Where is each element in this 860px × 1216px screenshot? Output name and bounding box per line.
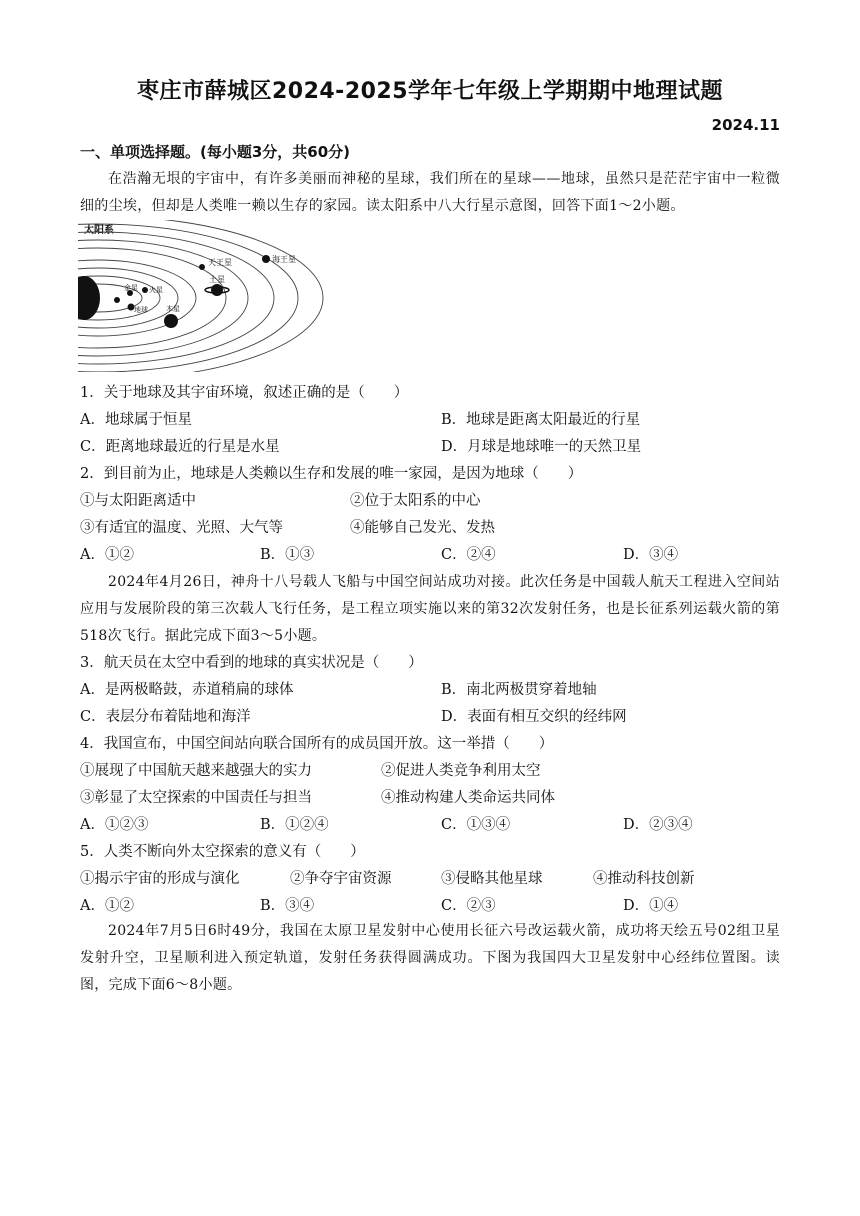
mercury-dot	[114, 297, 120, 303]
label-earth: 地球	[134, 306, 148, 314]
q5-option-c: C．②③	[441, 898, 496, 914]
sun-shape	[78, 276, 100, 320]
solar-system-diagram	[78, 220, 338, 372]
passage-1: 在浩瀚无垠的宇宙中，有许多美丽而神秘的星球，我们所在的星球——地球，虽然只是茫茫宇宙中一粒微细的尘埃，但却是人类唯一赖以生存的家园。读太阳系中八大行星示意图，回答下面1～2小题。	[80, 171, 780, 214]
q2-stem: 2．到目前为止，地球是人类赖以生存和发展的唯一家园，是因为地球（ ）	[80, 466, 583, 482]
q3-option-c: C．表层分布着陆地和海洋	[80, 709, 251, 725]
jupiter-dot	[164, 314, 178, 328]
q3-stem: 3．航天员在太空中看到的地球的真实状况是（ ）	[80, 655, 423, 671]
label-uranus: 天王星	[208, 258, 232, 267]
q5-item-1: ①揭示宇宙的形成与演化	[80, 871, 240, 887]
q5-item-4: ④推动科技创新	[593, 871, 695, 887]
solar-system-figure	[78, 220, 338, 372]
label-jupiter: 木星	[166, 305, 180, 313]
q2-option-d: D．③④	[623, 547, 679, 563]
q1-option-d: D．月球是地球唯一的天然卫星	[441, 439, 642, 455]
passage-2: 2024年4月26日，神舟十八号载人飞船与中国空间站成功对接。此次任务是中国载人航天工程进入空间站应用与发展阶段的第三次载人飞行任务，是工程立项实施以来的第32次发射任务，也是长征系列运载火箭的第518次飞行。据此完成下面3～5小题。	[80, 574, 780, 644]
q4-option-b: B．①②④	[260, 817, 329, 833]
q2-item-3: ③有适宜的温度、光照、大气等	[80, 520, 283, 536]
q5-item-3: ③侵略其他星球	[441, 871, 543, 887]
q4-item-3: ③彰显了太空探索的中国责任与担当	[80, 790, 312, 806]
label-venus: 金星	[124, 284, 138, 292]
q4-item-2: ②促进人类竞争利用太空	[381, 763, 541, 779]
q2-item-4: ④能够自己发光、发热	[350, 520, 495, 536]
q4-item-4: ④推动构建人类命运共同体	[381, 790, 555, 806]
label-saturn: 土星	[209, 275, 225, 284]
q5-stem: 5．人类不断向外太空探索的意义有（ ）	[80, 844, 365, 860]
q2-option-b: B．①③	[260, 547, 315, 563]
q5-option-b: B．③④	[260, 898, 315, 914]
page-title: 枣庄市薛城区2024-2025学年七年级上学期期中地理试题	[136, 79, 724, 104]
q3-option-b: B．南北两极贯穿着地轴	[441, 682, 597, 698]
neptune-dot	[262, 255, 270, 263]
q4-item-1: ①展现了中国航天越来越强大的实力	[80, 763, 312, 779]
q2-option-c: C．②④	[441, 547, 496, 563]
label-mars: 火星	[149, 286, 163, 294]
q1-option-b: B．地球是距离太阳最近的行星	[441, 412, 641, 428]
q5-option-a: A．①②	[80, 898, 134, 914]
q3-option-d: D．表面有相互交织的经纬网	[441, 709, 627, 725]
q4-option-a: A．①②③	[80, 817, 149, 833]
section-heading: 一、单项选择题。(每小题3分，共60分)	[80, 143, 351, 161]
uranus-dot	[199, 264, 205, 270]
q5-item-2: ②争夺宇宙资源	[290, 871, 392, 887]
q1-option-a: A．地球属于恒星	[80, 412, 192, 428]
q4-option-d: D．②③④	[623, 817, 693, 833]
q1-stem: 1．关于地球及其宇宙环境，叙述正确的是（ ）	[80, 385, 409, 401]
q3-option-a: A．是两极略鼓，赤道稍扁的球体	[80, 682, 294, 698]
q2-item-1: ①与太阳距离适中	[80, 493, 196, 509]
exam-date: 2024.11	[711, 116, 780, 134]
q4-option-c: C．①③④	[441, 817, 511, 833]
q2-item-2: ②位于太阳系的中心	[350, 493, 481, 509]
q4-stem: 4．我国宣布，中国空间站向联合国所有的成员国开放。这一举措（ ）	[80, 736, 554, 752]
passage-3: 2024年7月5日6时49分，我国在太原卫星发射中心使用长征六号改运载火箭，成功将天绘五号02组卫星发射升空，卫星顺利进入预定轨道，发射任务获得圆满成功。下图为我国四大卫星发射中心经纬位置图。读图，完成下面6～8小题。	[80, 923, 780, 993]
label-mercury: 水星	[102, 299, 115, 306]
saturn-dot	[211, 284, 223, 296]
mars-dot	[142, 287, 148, 293]
q2-option-a: A．①②	[80, 547, 134, 563]
q1-option-c: C．距离地球最近的行星是水星	[80, 439, 280, 455]
label-neptune: 海王星	[272, 255, 296, 264]
q5-option-d: D．①④	[623, 898, 679, 914]
diagram-title: 太阳系	[84, 225, 114, 236]
